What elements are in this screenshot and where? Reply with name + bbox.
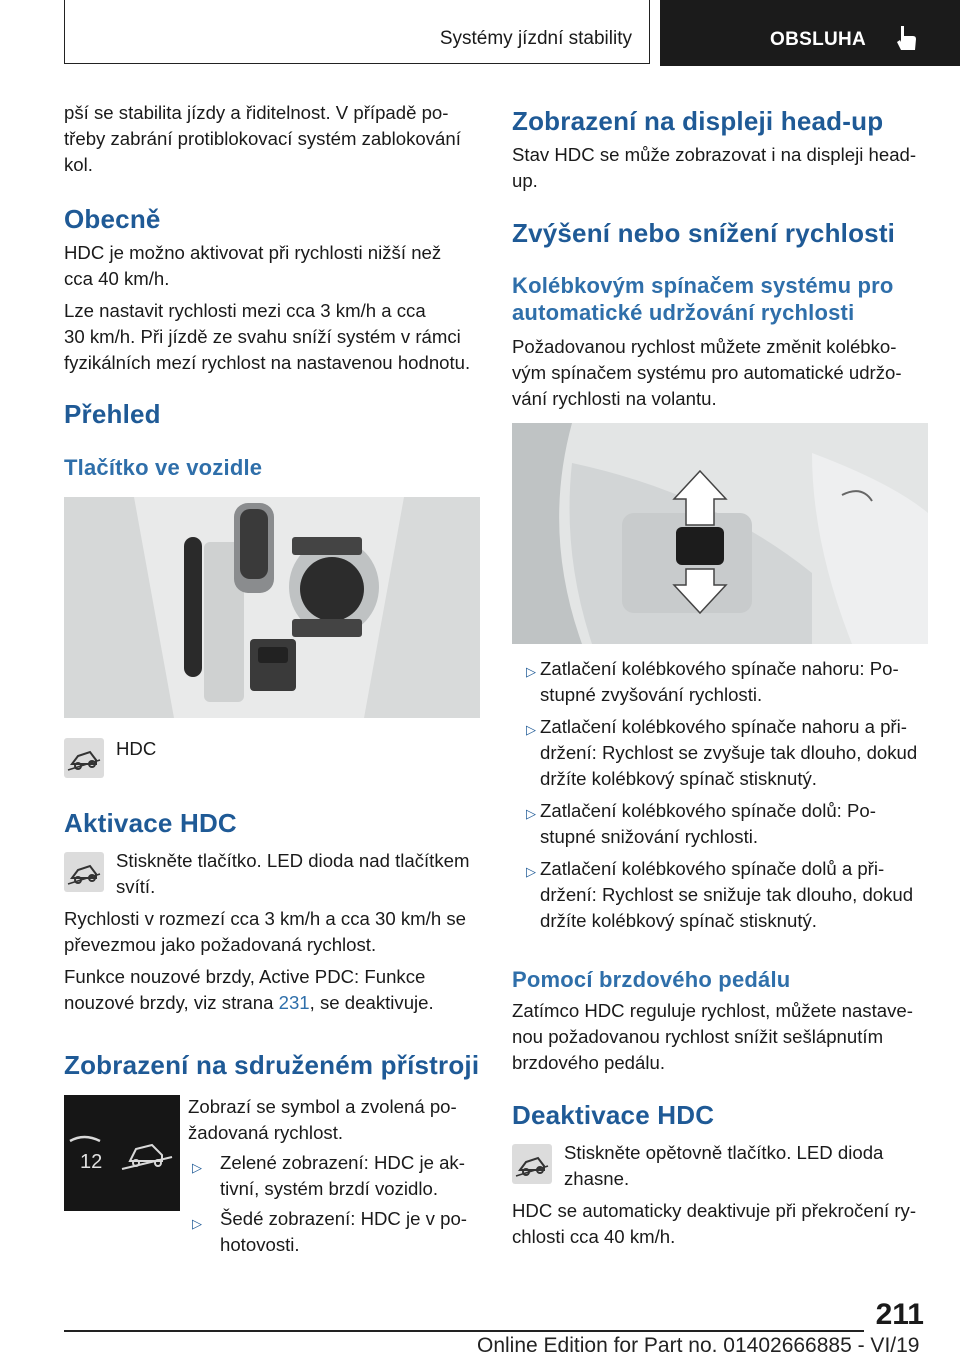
text-line: brzdového pedálu. <box>512 1052 665 1073</box>
pedal-paragraph <box>512 998 913 1076</box>
text-line: držení: Rychlost se zvyšuje tak dlouho, dokud <box>540 742 918 763</box>
heading-brake-pedal: Pomocí brzdového pedálu <box>512 967 791 992</box>
heading-instrument-cluster: Zobrazení na sdruženém přístroji <box>64 1050 480 1080</box>
rocker-bullet-1 <box>540 656 899 708</box>
rocker-bullet-2 <box>540 714 917 792</box>
rocker-bullet-4 <box>540 856 913 934</box>
text-line: stupné snižování rychlosti. <box>540 826 759 847</box>
text-line: 30 km/h. Při jízdě ze svahu sníží systém v rámci <box>64 326 461 347</box>
text-line: Zatlačení kolébkového spínače nahoru: Po‐ <box>540 658 899 679</box>
rocker-switch[interactable] <box>676 527 724 565</box>
bullet-icon: ▷ <box>526 722 536 737</box>
text-line: kol. <box>64 154 93 175</box>
hdc-car-icon <box>130 1145 162 1161</box>
text-line: zhasne. <box>564 1168 630 1189</box>
text-line: up. <box>512 170 538 191</box>
text-line: Zatlačení kolébkového spínače nahoru a při‐ <box>540 716 907 737</box>
text-line: Šedé zobrazení: HDC je v po‐ <box>220 1208 468 1229</box>
text-line: držíte kolébkový spínač stisknutý. <box>540 768 817 789</box>
text-line: vání rychlosti na volantu. <box>512 388 717 409</box>
heading-deactivation: Deaktivace HDC <box>512 1100 715 1130</box>
page-number: 211 <box>875 1298 924 1331</box>
text-line: třeby zabrání protiblokovací systém zablokování <box>64 128 461 149</box>
text-line: Zelené zobrazení: HDC je ak‐ <box>220 1152 465 1173</box>
footer-divider <box>64 1330 864 1332</box>
text-span: nouzové brzdy, viz strana <box>64 992 279 1013</box>
speed-arc-icon <box>70 1137 100 1141</box>
bullet-icon: ▷ <box>192 1160 202 1175</box>
heading-activation: Aktivace HDC <box>64 808 237 838</box>
text-line: cca 40 km/h. <box>64 268 170 289</box>
center-console-photo <box>64 497 480 718</box>
text-line: pší se stabilita jízdy a řiditelnost. V případě po‐ <box>64 102 449 123</box>
cluster-speed-value: 12 <box>80 1151 103 1173</box>
pointing-hand-icon <box>895 24 917 52</box>
chapter-tab-label: OBSLUHA <box>770 29 867 50</box>
text-line: nou požadovanou rychlost snížit sešlápnutím <box>512 1026 884 1047</box>
activation-paragraph-2 <box>64 906 466 958</box>
intro-paragraph <box>64 100 484 178</box>
text-line: chlosti cca 40 km/h. <box>512 1226 676 1247</box>
rocker-paragraph <box>512 334 902 412</box>
text-span: , se deaktivuje. <box>309 992 434 1013</box>
steering-wheel-photo <box>512 423 928 644</box>
cluster-display-image <box>64 1095 180 1211</box>
deactivation-paragraph-2 <box>512 1198 916 1250</box>
text-line: Stiskněte opětovně tlačítko. LED dioda <box>564 1142 884 1163</box>
activation-paragraph-3 <box>64 964 434 1016</box>
cluster-paragraph <box>188 1094 457 1146</box>
chapter-tab[interactable] <box>660 0 960 66</box>
deactivation-paragraph-1 <box>564 1140 883 1192</box>
bullet-icon: ▷ <box>526 664 536 679</box>
text-line: hotovosti. <box>220 1234 300 1255</box>
bullet-icon: ▷ <box>526 864 536 879</box>
bullet-icon: ▷ <box>192 1216 202 1231</box>
hdc-label: HDC <box>116 738 157 759</box>
general-paragraph-1 <box>64 240 441 292</box>
cluster-bullet-green <box>220 1150 465 1202</box>
text-line: Požadovanou rychlost můžete změnit kolébko‐ <box>512 336 897 357</box>
text-line: držíte kolébkový spínač stisknutý. <box>540 910 817 931</box>
hdc-icon <box>64 852 104 892</box>
cluster-bullet-grey <box>220 1206 467 1258</box>
heading-line: Kolébkovým spínačem systému pro <box>512 273 894 298</box>
heading-speed-change: Zvýšení nebo snížení rychlosti <box>512 218 896 248</box>
edition-info: Online Edition for Part no. 01402666885 - VI/19 <box>477 1334 920 1357</box>
hdc-icon <box>64 738 104 778</box>
activation-paragraph-1 <box>116 848 469 900</box>
heading-overview: Přehled <box>64 399 161 429</box>
heading-rocker-switch <box>512 272 894 326</box>
text-line: HDC se automaticky deaktivuje při překročení ry‐ <box>512 1200 917 1221</box>
heading-general: Obecně <box>64 204 161 234</box>
text-line: tivní, systém brzdí vozidlo. <box>220 1178 439 1199</box>
text-line: Zatímco HDC reguluje rychlost, můžete nastave‐ <box>512 1000 913 1021</box>
text-line: stupné zvyšování rychlosti. <box>540 684 763 705</box>
text-line: Rychlosti v rozmezí cca 3 km/h a cca 30 km/h se <box>64 908 466 929</box>
rocker-bullet-3 <box>540 798 876 850</box>
text-line: Zatlačení kolébkového spínače dolů a při‐ <box>540 858 885 879</box>
text-line: Stav HDC se může zobrazovat i na displeji head- <box>512 144 917 165</box>
text-line: Zatlačení kolébkového spínače dolů: Po‐ <box>540 800 876 821</box>
text-line: Zobrazí se symbol a zvolená po‐ <box>188 1096 457 1117</box>
text-line: držení: Rychlost se snižuje tak dlouho, dokud <box>540 884 914 905</box>
hdc-icon <box>512 1144 552 1184</box>
heading-head-up-display: Zobrazení na displeji head-up <box>512 106 884 136</box>
text-line: fyzikálních mezí rychlost na nastavenou hodnotu. <box>64 352 471 373</box>
text-line: Stiskněte tlačítko. LED dioda nad tlačítkem <box>116 850 470 871</box>
text-line: převezmou jako požadovaná rychlost. <box>64 934 377 955</box>
text-line: žadovaná rychlost. <box>188 1122 344 1143</box>
text-line: HDC je možno aktivovat při rychlosti nižší než <box>64 242 442 263</box>
text-line: svítí. <box>116 876 156 897</box>
text-line: Lze nastavit rychlosti mezi cca 3 km/h a cca <box>64 300 426 321</box>
bullet-icon: ▷ <box>526 806 536 821</box>
section-title: Systémy jízdní stability <box>439 28 632 49</box>
heading-button-in-vehicle: Tlačítko ve vozidle <box>64 455 263 480</box>
text-line: vým spínačem systému pro automatické udržo‐ <box>512 362 902 383</box>
heading-line: automatické udržování rychlosti <box>512 300 855 325</box>
general-paragraph-2 <box>64 298 470 376</box>
page-link-231[interactable]: 231 <box>278 992 310 1013</box>
text-line <box>64 990 434 1016</box>
hud-paragraph <box>512 142 916 194</box>
text-line: Funkce nouzové brzdy, Active PDC: Funkce <box>64 966 426 987</box>
